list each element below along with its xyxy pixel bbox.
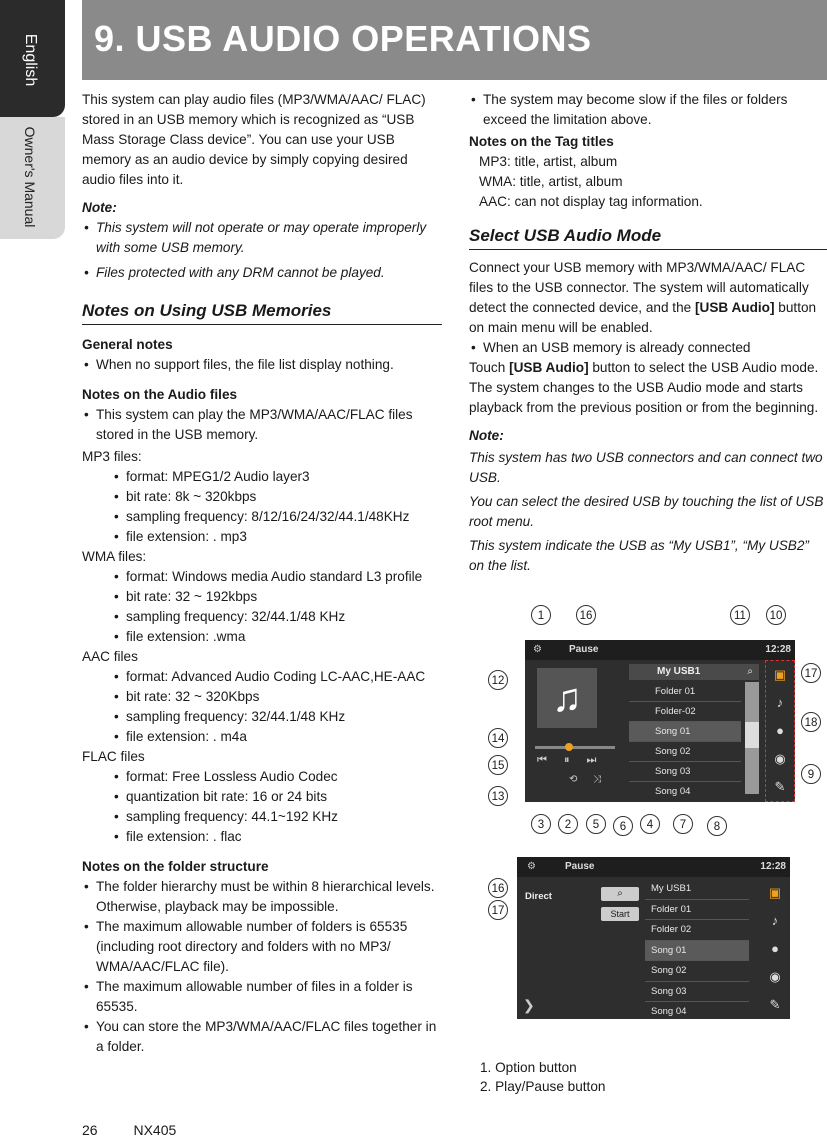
list-item[interactable]: Song 04 [651,1006,687,1017]
list-item: • When an USB memory is already connected [469,338,827,358]
next-icon[interactable]: ⏭ [586,754,597,766]
usb-audio-screen-2 [517,857,790,1019]
list-item: • bit rate: 32 ~ 320Kbps [82,687,442,707]
mode-paragraph: The system changes to the USB Audio mode and starts playback from the previous position or from the beginning. [469,380,819,415]
note-item: • Files protected with any DRM cannot be played. [82,263,442,283]
play-pause-icon[interactable]: ⏸ [563,754,570,766]
connect-paragraph [469,258,827,338]
touch-tail: button to select the USB Audio mode. [588,360,819,375]
prev-icon[interactable]: ⏮ [537,754,547,766]
progress-bar[interactable] [535,746,615,749]
list-item: • bit rate: 32 ~ 192kbps [82,587,442,607]
note-item: This system has two USB connectors and can connect two USB. [469,450,823,485]
file-list [645,879,749,1019]
note-label: Note: [82,200,117,215]
callout-11: 11 [730,605,750,625]
progress-knob[interactable] [565,743,573,751]
title-banner [82,0,827,80]
figure-legend [480,1058,605,1096]
guitar-icon[interactable]: ✎ [774,779,786,794]
list-item: • This system can play the MP3/WMA/AAC/FLAC files stored in the USB memory. [82,405,442,445]
callout-1: 1 [531,605,551,625]
repeat-icon[interactable]: ⟲ [569,774,578,785]
note-item: You can select the desired USB by touching the list of USB root menu. [469,494,824,529]
manual-tab [0,117,65,239]
list-item[interactable]: Song 02 [629,742,741,762]
callout-4: 4 [640,814,660,834]
callout-17: 17 [801,663,821,683]
callout-5: 5 [586,814,606,834]
chevron-right-icon[interactable]: ❯ [523,997,535,1013]
guitar-icon[interactable]: ✎ [769,997,781,1012]
folder-icon[interactable]: ▣ [773,667,787,682]
list-item[interactable]: Song 04 [655,786,691,797]
wma-label: WMA files: [82,549,147,564]
folder-structure-heading: Notes on the folder structure [82,859,269,874]
screen-status: Pause [565,861,595,872]
list-item[interactable]: Folder 02 [645,920,749,941]
list-item: • format: Advanced Audio Coding LC-AAC,HE-AAC [82,667,442,687]
list-item[interactable]: Song 02 [645,961,749,982]
list-item: • file extension: . flac [82,827,442,847]
callout-15: 15 [488,755,508,775]
scroll-thumb[interactable] [745,722,759,748]
list-item: • format: Free Lossless Audio Codec [82,767,442,787]
direct-label: Direct [525,891,552,902]
callout-6: 6 [613,816,633,836]
disc-icon[interactable]: ◉ [774,751,786,766]
list-item: • quantization bit rate: 16 or 24 bits [82,787,442,807]
gear-icon[interactable]: ⚙ [527,861,536,872]
file-list [629,682,741,801]
callout-18: 18 [801,712,821,732]
list-item[interactable]: Song 03 [645,982,749,1003]
start-button[interactable]: Start [601,907,639,921]
list-item: • The folder hierarchy must be within 8 hierarchical levels. Otherwise, playback may be impossible. [82,877,442,917]
note-item: • This system will not operate or may operate improperly with some USB memory. [82,218,442,258]
screen-status: Pause [569,644,599,655]
list-item[interactable]: Folder 01 [645,900,749,921]
touch-paragraph [469,358,827,378]
list-item[interactable]: Song 03 [629,762,741,782]
audio-files-heading: Notes on the Audio files [82,387,238,402]
connect-text: Connect your USB memory with MP3/WMA/AAC/ FLAC files to the USB connector. The system will automatically detect the connected device, and the [469,260,809,315]
usb-audio-button-ref: [USB Audio] [509,360,589,375]
callout-13: 13 [488,786,508,806]
list-item[interactable]: Folder 01 [629,682,741,702]
language-tab [0,0,65,117]
callout-2: 2 [558,814,578,834]
language-tab-label: English [22,33,39,87]
note-label: Note: [469,428,504,443]
page-title: 9. USB AUDIO OPERATIONS [94,18,592,59]
tag-line: WMA: title, artist, album [479,174,623,189]
source-icon-bar [760,879,790,1019]
intro-paragraph: This system can play audio files (MP3/WMA/AAC/ FLAC) stored in an USB memory which is recognized as “USB Mass Storage Class device”. You can use your USB memory as an audio device by simply copying desired audio files into it. [82,92,426,187]
list-item: • The maximum allowable number of files in a folder is 65535. [82,977,442,1017]
list-item[interactable]: Song 01 [629,722,741,742]
callout-10: 10 [766,605,786,625]
usb-header-bar [629,664,759,680]
callout-16: 16 [488,878,508,898]
list-item: • file extension: . m4a [82,727,442,747]
clock: 12:28 [760,861,786,872]
list-item: • sampling frequency: 32/44.1/48 KHz [82,707,442,727]
list-item: • bit rate: 8k ~ 320kbps [82,487,442,507]
tag-line: MP3: title, artist, album [479,154,618,169]
screen-header [525,640,795,660]
screen-header [517,857,790,877]
disc-icon[interactable]: ◉ [769,969,781,984]
list-item: • sampling frequency: 44.1~192 KHz [82,807,442,827]
shuffle-icon[interactable]: ⤨ [593,774,601,785]
album-art: ♫ [537,668,597,728]
touch-pre: Touch [469,360,510,375]
section-title-usb-memories: Notes on Using USB Memories [82,301,442,325]
tag-titles-heading: Notes on the Tag titles [469,134,614,149]
manual-tab-label: Owner's Manual [22,126,38,228]
page-number: 26 [82,1122,98,1138]
transport-controls [537,754,627,767]
folder-icon[interactable]: ▣ [768,885,782,900]
section-title-select-usb: Select USB Audio Mode [469,226,827,250]
clock: 12:28 [765,644,791,655]
usb-audio-screen-1 [525,640,795,802]
callout-7: 7 [673,814,693,834]
scroll-track[interactable] [745,682,759,794]
list-item: • sampling frequency: 8/12/16/24/32/44.1/48KHz [82,507,442,527]
user-icon[interactable]: ● [771,941,779,956]
legend-item: 2. Play/Pause button [480,1079,606,1094]
direct-search-button[interactable] [601,887,639,901]
callout-16: 16 [576,605,596,625]
list-item: • When no support files, the file list display nothing. [82,355,442,375]
callout-12: 12 [488,670,508,690]
callout-3: 3 [531,814,551,834]
usb-label[interactable]: My USB1 [657,666,701,677]
list-item: • format: Windows media Audio standard L3 profile [82,567,442,587]
search-icon: ⌕ [617,888,623,899]
list-item: • file extension: .wma [82,627,442,647]
gear-icon[interactable]: ⚙ [533,644,542,655]
search-icon[interactable]: ⌕ [747,666,753,677]
list-item: • sampling frequency: 32/44.1/48 KHz [82,607,442,627]
callout-8: 8 [707,816,727,836]
music-icon[interactable]: ♪ [776,695,784,710]
callout-14: 14 [488,728,508,748]
model-name: NX405 [133,1122,177,1138]
tag-line: AAC: can not display tag information. [479,194,703,209]
flac-label: FLAC files [82,749,145,764]
list-item[interactable]: Song 01 [645,941,749,962]
list-item[interactable]: My USB1 [645,879,749,900]
right-column [469,90,827,576]
callout-9: 9 [801,764,821,784]
left-column [82,90,442,1057]
general-notes-heading: General notes [82,337,173,352]
list-item: • You can store the MP3/WMA/AAC/FLAC files together in a folder. [82,1017,442,1057]
music-icon[interactable]: ♪ [771,913,779,928]
list-item[interactable]: Folder-02 [629,702,741,722]
list-item: • format: MPEG1/2 Audio layer3 [82,467,442,487]
source-icon-bar [765,660,795,802]
aac-label: AAC files [82,649,138,664]
callout-17: 17 [488,900,508,920]
list-item: • file extension: . mp3 [82,527,442,547]
mp3-label: MP3 files: [82,449,142,464]
list-item: • The maximum allowable number of folders is 65535 (including root directory and folders with no MP3/ WMA/AAC/FLAC file). [82,917,442,977]
user-icon[interactable]: ● [776,723,784,738]
usb-audio-button-ref: [USB Audio] [694,300,775,315]
legend-item: 1. Option button [480,1060,577,1075]
note-item: This system indicate the USB as “My USB1”, “My USB2” on the list. [469,538,809,573]
list-item: • The system may become slow if the files or folders exceed the limitation above. [469,90,827,130]
connect-tail: button on main menu will be enabled. [469,300,817,335]
